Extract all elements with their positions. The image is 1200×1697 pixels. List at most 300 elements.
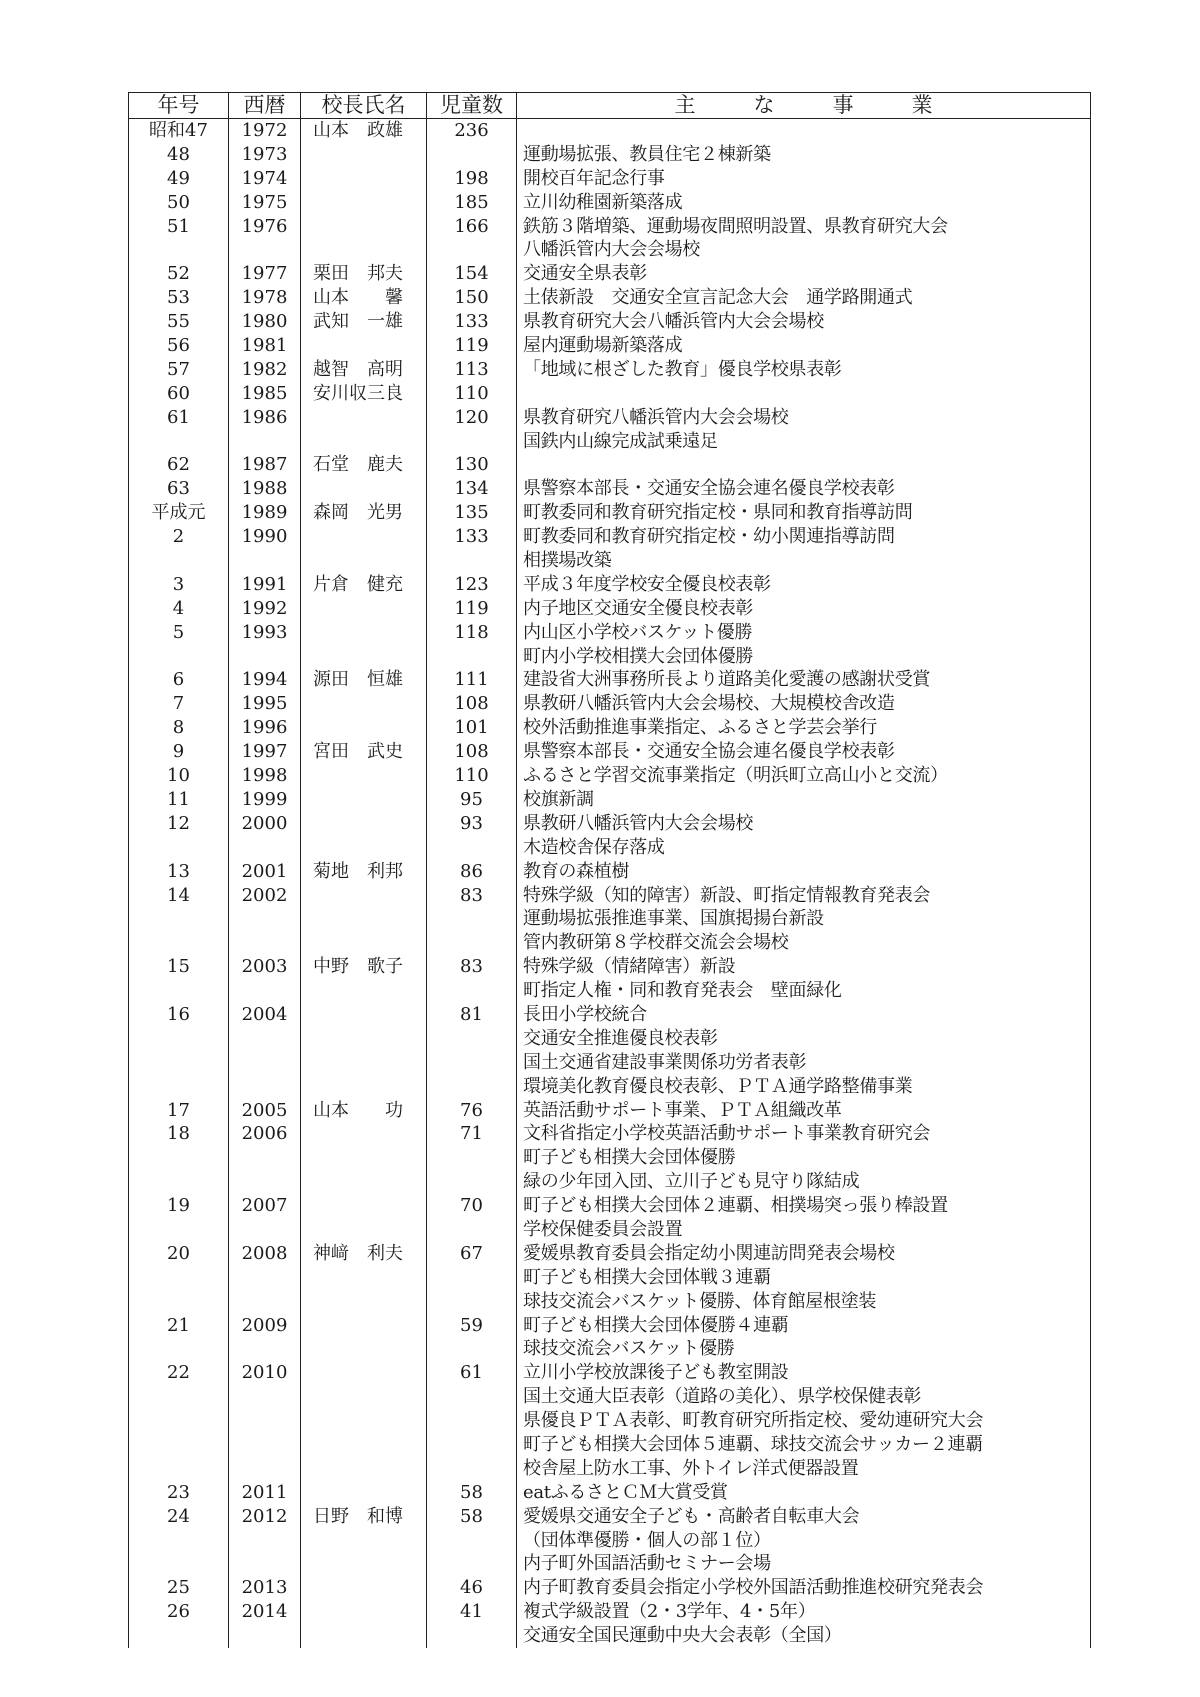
year-cell xyxy=(229,645,301,669)
pupil-count-cell: 46 xyxy=(427,1576,517,1600)
pupil-count-cell: 135 xyxy=(427,501,517,525)
events-cell: 球技交流会バスケット優勝 xyxy=(517,1337,1091,1361)
events-cell: 環境美化教育優良校表彰、ＰＴＡ通学路整備事業 xyxy=(517,1075,1091,1099)
pupil-count-cell: 61 xyxy=(427,1361,517,1385)
era-cell xyxy=(129,1552,229,1576)
era-cell: 52 xyxy=(129,262,229,286)
principal-cell: 山本 政雄 xyxy=(301,119,427,143)
events-cell: 交通安全推進優良校表彰 xyxy=(517,1027,1091,1051)
table-row xyxy=(129,1146,1091,1170)
table-row xyxy=(129,1194,1091,1218)
principal-cell: 片倉 健充 xyxy=(301,573,427,597)
events-cell: 八幡浜管内大会会場校 xyxy=(517,238,1091,262)
table-row xyxy=(129,764,1091,788)
principal-cell xyxy=(301,907,427,931)
principal-cell xyxy=(301,1337,427,1361)
events-cell: 立川小学校放課後子ども教室開設 xyxy=(517,1361,1091,1385)
pupil-count-cell: 185 xyxy=(427,191,517,215)
pupil-count-cell xyxy=(427,1290,517,1314)
table-row xyxy=(129,979,1091,1003)
year-cell xyxy=(229,1409,301,1433)
era-cell: 7 xyxy=(129,692,229,716)
era-cell xyxy=(129,1290,229,1314)
year-cell xyxy=(229,1146,301,1170)
table-row xyxy=(129,358,1091,382)
header-era: 年号 xyxy=(129,93,229,119)
table-row xyxy=(129,1218,1091,1242)
principal-cell xyxy=(301,621,427,645)
pupil-count-cell xyxy=(427,645,517,669)
pupil-count-cell: 198 xyxy=(427,167,517,191)
principal-cell xyxy=(301,167,427,191)
principal-cell xyxy=(301,836,427,860)
table-row xyxy=(129,1075,1091,1099)
table-row xyxy=(129,1385,1091,1409)
principal-cell xyxy=(301,1552,427,1576)
pupil-count-cell: 58 xyxy=(427,1481,517,1505)
table-row xyxy=(129,1505,1091,1529)
era-cell xyxy=(129,1266,229,1290)
principal-cell xyxy=(301,549,427,573)
table-row xyxy=(129,501,1091,525)
principal-cell: 山本 功 xyxy=(301,1099,427,1123)
pupil-count-cell: 154 xyxy=(427,262,517,286)
principal-cell xyxy=(301,764,427,788)
events-cell: 愛媛県教育委員会指定幼小関連訪問発表会場校 xyxy=(517,1242,1091,1266)
table-row xyxy=(129,262,1091,286)
events-cell: 町教委同和教育研究指定校・幼小関連指導訪問 xyxy=(517,525,1091,549)
events-cell: 管内教研第８学校群交流会会場校 xyxy=(517,931,1091,955)
pupil-count-cell: 58 xyxy=(427,1505,517,1529)
pupil-count-cell xyxy=(427,1170,517,1194)
year-cell: 2004 xyxy=(229,1003,301,1027)
events-cell: 複式学級設置（2・3学年、4・5年） xyxy=(517,1600,1091,1624)
events-cell: 教育の森植樹 xyxy=(517,860,1091,884)
era-cell: 56 xyxy=(129,334,229,358)
pupil-count-cell: 86 xyxy=(427,860,517,884)
header-row xyxy=(129,93,1091,119)
table-row xyxy=(129,1529,1091,1553)
era-cell: 4 xyxy=(129,597,229,621)
table-row xyxy=(129,1552,1091,1576)
era-cell xyxy=(129,549,229,573)
table-row xyxy=(129,907,1091,931)
year-cell: 2001 xyxy=(229,860,301,884)
events-cell: 建設省大洲事務所長より道路美化愛護の感謝状受賞 xyxy=(517,668,1091,692)
principal-cell xyxy=(301,430,427,454)
year-cell xyxy=(229,549,301,573)
pupil-count-cell xyxy=(427,1075,517,1099)
pupil-count-cell: 113 xyxy=(427,358,517,382)
pupil-count-cell xyxy=(427,931,517,955)
year-cell: 2011 xyxy=(229,1481,301,1505)
principal-cell: 武知 一雄 xyxy=(301,310,427,334)
year-cell: 2013 xyxy=(229,1576,301,1600)
table-row xyxy=(129,1457,1091,1481)
events-cell: 町子ども相撲大会団体戦３連覇 xyxy=(517,1266,1091,1290)
pupil-count-cell: 83 xyxy=(427,884,517,908)
pupil-count-cell: 76 xyxy=(427,1099,517,1123)
year-cell xyxy=(229,1218,301,1242)
era-cell: 2 xyxy=(129,525,229,549)
pupil-count-cell: 118 xyxy=(427,621,517,645)
events-cell xyxy=(517,119,1091,143)
table-row xyxy=(129,1361,1091,1385)
era-cell xyxy=(129,907,229,931)
year-cell xyxy=(229,907,301,931)
principal-cell: 神﨑 利夫 xyxy=(301,1242,427,1266)
table-row xyxy=(129,1624,1091,1648)
table-row xyxy=(129,286,1091,310)
year-cell xyxy=(229,1529,301,1553)
principal-cell xyxy=(301,884,427,908)
pupil-count-cell: 130 xyxy=(427,453,517,477)
pupil-count-cell: 150 xyxy=(427,286,517,310)
principal-cell xyxy=(301,1481,427,1505)
events-cell: 平成３年度学校安全優良校表彰 xyxy=(517,573,1091,597)
year-cell: 1976 xyxy=(229,215,301,239)
pupil-count-cell: 134 xyxy=(427,477,517,501)
table-row xyxy=(129,836,1091,860)
principal-cell xyxy=(301,1218,427,1242)
table-row xyxy=(129,1433,1091,1457)
principal-cell xyxy=(301,597,427,621)
principal-cell xyxy=(301,1003,427,1027)
events-cell: 内子地区交通安全優良校表彰 xyxy=(517,597,1091,621)
table-row xyxy=(129,860,1091,884)
era-cell xyxy=(129,1433,229,1457)
table-row xyxy=(129,955,1091,979)
pupil-count-cell: 110 xyxy=(427,764,517,788)
events-cell xyxy=(517,382,1091,406)
events-cell: 県教研八幡浜管内大会会場校 xyxy=(517,812,1091,836)
era-cell xyxy=(129,1170,229,1194)
principal-cell xyxy=(301,215,427,239)
events-cell: 運動場拡張、教員住宅２棟新築 xyxy=(517,143,1091,167)
principal-cell xyxy=(301,1409,427,1433)
pupil-count-cell: 123 xyxy=(427,573,517,597)
events-cell: 内山区小学校バスケット優勝 xyxy=(517,621,1091,645)
events-cell: 愛媛県交通安全子ども・高齢者自転車大会 xyxy=(517,1505,1091,1529)
table-row xyxy=(129,740,1091,764)
table-row xyxy=(129,119,1091,143)
era-cell: 49 xyxy=(129,167,229,191)
principal-cell xyxy=(301,788,427,812)
table-row xyxy=(129,215,1091,239)
table-row xyxy=(129,167,1091,191)
era-cell: 13 xyxy=(129,860,229,884)
events-cell: 交通安全国民運動中央大会表彰（全国） xyxy=(517,1624,1091,1648)
pupil-count-cell xyxy=(427,907,517,931)
pupil-count-cell xyxy=(427,1337,517,1361)
year-cell: 2002 xyxy=(229,884,301,908)
era-cell xyxy=(129,1146,229,1170)
table-row xyxy=(129,1027,1091,1051)
year-cell: 1993 xyxy=(229,621,301,645)
principal-cell xyxy=(301,1075,427,1099)
year-cell: 1972 xyxy=(229,119,301,143)
principal-cell xyxy=(301,931,427,955)
principal-cell: 菊地 利邦 xyxy=(301,860,427,884)
events-cell: 町指定人権・同和教育発表会 壁面緑化 xyxy=(517,979,1091,1003)
principal-cell xyxy=(301,1170,427,1194)
events-cell: 運動場拡張推進事業、国旗掲揚台新設 xyxy=(517,907,1091,931)
principal-cell xyxy=(301,1146,427,1170)
era-cell xyxy=(129,931,229,955)
year-cell: 2005 xyxy=(229,1099,301,1123)
events-cell: （団体準優勝・個人の部１位） xyxy=(517,1529,1091,1553)
principal-cell: 宮田 武史 xyxy=(301,740,427,764)
principal-cell xyxy=(301,979,427,1003)
pupil-count-cell xyxy=(427,1433,517,1457)
year-cell xyxy=(229,1170,301,1194)
year-cell xyxy=(229,430,301,454)
era-cell: 26 xyxy=(129,1600,229,1624)
table-row xyxy=(129,621,1091,645)
principal-cell xyxy=(301,1576,427,1600)
events-cell: 「地域に根ざした教育」優良学校県表彰 xyxy=(517,358,1091,382)
pupil-count-cell: 111 xyxy=(427,668,517,692)
year-cell xyxy=(229,1266,301,1290)
era-cell: 17 xyxy=(129,1099,229,1123)
table-row xyxy=(129,525,1091,549)
year-cell xyxy=(229,1457,301,1481)
era-cell xyxy=(129,1457,229,1481)
year-cell xyxy=(229,1337,301,1361)
table-row xyxy=(129,143,1091,167)
year-cell: 1977 xyxy=(229,262,301,286)
era-cell: 15 xyxy=(129,955,229,979)
table-row xyxy=(129,812,1091,836)
era-cell xyxy=(129,1624,229,1648)
era-cell: 23 xyxy=(129,1481,229,1505)
table-row xyxy=(129,788,1091,812)
events-cell: 学校保健委員会設置 xyxy=(517,1218,1091,1242)
era-cell: 6 xyxy=(129,668,229,692)
era-cell: 63 xyxy=(129,477,229,501)
era-cell: 10 xyxy=(129,764,229,788)
era-cell: 62 xyxy=(129,453,229,477)
year-cell xyxy=(229,1290,301,1314)
table-row xyxy=(129,1409,1091,1433)
year-cell: 1999 xyxy=(229,788,301,812)
table-row xyxy=(129,1314,1091,1338)
pupil-count-cell: 67 xyxy=(427,1242,517,1266)
table-row xyxy=(129,1266,1091,1290)
events-cell: 県教研八幡浜管内大会会場校、大規模校舎改造 xyxy=(517,692,1091,716)
era-cell: 5 xyxy=(129,621,229,645)
events-cell: 緑の少年団入団、立川子ども見守り隊結成 xyxy=(517,1170,1091,1194)
events-cell: 県教育研究大会八幡浜管内大会会場校 xyxy=(517,310,1091,334)
year-cell xyxy=(229,1624,301,1648)
principal-cell xyxy=(301,1433,427,1457)
pupil-count-cell xyxy=(427,549,517,573)
table-row xyxy=(129,1122,1091,1146)
pupil-count-cell xyxy=(427,836,517,860)
events-cell: 土俵新設 交通安全宣言記念大会 通学路開通式 xyxy=(517,286,1091,310)
year-cell: 1992 xyxy=(229,597,301,621)
pupil-count-cell xyxy=(427,1552,517,1576)
principal-cell xyxy=(301,1027,427,1051)
principal-cell xyxy=(301,716,427,740)
principal-cell: 越智 高明 xyxy=(301,358,427,382)
pupil-count-cell xyxy=(427,1385,517,1409)
pupil-count-cell: 70 xyxy=(427,1194,517,1218)
year-cell: 2009 xyxy=(229,1314,301,1338)
era-cell xyxy=(129,1409,229,1433)
year-cell: 1982 xyxy=(229,358,301,382)
year-cell xyxy=(229,979,301,1003)
events-cell: 町子ども相撲大会団体２連覇、相撲場突っ張り棒設置 xyxy=(517,1194,1091,1218)
school-history-table xyxy=(128,92,1091,1648)
pupil-count-cell: 108 xyxy=(427,692,517,716)
table-row xyxy=(129,191,1091,215)
era-cell: 24 xyxy=(129,1505,229,1529)
pupil-count-cell xyxy=(427,1409,517,1433)
pupil-count-cell xyxy=(427,1457,517,1481)
table-row xyxy=(129,1600,1091,1624)
principal-cell xyxy=(301,812,427,836)
era-cell xyxy=(129,1075,229,1099)
principal-cell: 源田 恒雄 xyxy=(301,668,427,692)
table-header xyxy=(129,93,1091,119)
events-cell: 国土交通省建設事業関係功労者表彰 xyxy=(517,1051,1091,1075)
pupil-count-cell: 119 xyxy=(427,334,517,358)
era-cell: 57 xyxy=(129,358,229,382)
era-cell xyxy=(129,979,229,1003)
events-cell: 鉄筋３階増築、運動場夜間照明設置、県教育研究大会 xyxy=(517,215,1091,239)
table-row xyxy=(129,1242,1091,1266)
header-year: 西暦 xyxy=(229,93,301,119)
events-cell: 県警察本部長・交通安全協会連名優良学校表彰 xyxy=(517,740,1091,764)
events-cell: 開校百年記念行事 xyxy=(517,167,1091,191)
events-cell: 木造校舎保存落成 xyxy=(517,836,1091,860)
year-cell: 1989 xyxy=(229,501,301,525)
pupil-count-cell: 119 xyxy=(427,597,517,621)
events-cell: 県警察本部長・交通安全協会連名優良学校表彰 xyxy=(517,477,1091,501)
era-cell: 14 xyxy=(129,884,229,908)
events-cell: 町子ども相撲大会団体５連覇、球技交流会サッカー２連覇 xyxy=(517,1433,1091,1457)
year-cell: 1995 xyxy=(229,692,301,716)
pupil-count-cell: 108 xyxy=(427,740,517,764)
events-cell: eatふるさとＣＭ大賞受賞 xyxy=(517,1481,1091,1505)
pupil-count-cell xyxy=(427,1218,517,1242)
table-row xyxy=(129,645,1091,669)
events-cell: 長田小学校統合 xyxy=(517,1003,1091,1027)
events-cell xyxy=(517,453,1091,477)
principal-cell xyxy=(301,1122,427,1146)
table-row xyxy=(129,1576,1091,1600)
era-cell xyxy=(129,430,229,454)
year-cell xyxy=(229,1552,301,1576)
pupil-count-cell: 81 xyxy=(427,1003,517,1027)
year-cell: 2010 xyxy=(229,1361,301,1385)
principal-cell: 日野 和博 xyxy=(301,1505,427,1529)
table-row xyxy=(129,1170,1091,1194)
events-cell: 町子ども相撲大会団体優勝４連覇 xyxy=(517,1314,1091,1338)
principal-cell xyxy=(301,1529,427,1553)
pupil-count-cell xyxy=(427,238,517,262)
principal-cell xyxy=(301,143,427,167)
year-cell: 1974 xyxy=(229,167,301,191)
principal-cell xyxy=(301,1457,427,1481)
year-cell xyxy=(229,1051,301,1075)
pupil-count-cell: 120 xyxy=(427,406,517,430)
events-cell: 内子町教育委員会指定小学校外国語活動推進校研究発表会 xyxy=(517,1576,1091,1600)
table-row xyxy=(129,716,1091,740)
era-cell: 8 xyxy=(129,716,229,740)
events-cell: 県教育研究八幡浜管内大会会場校 xyxy=(517,406,1091,430)
table-row xyxy=(129,573,1091,597)
year-cell xyxy=(229,1075,301,1099)
year-cell: 1986 xyxy=(229,406,301,430)
header-pupils: 児童数 xyxy=(427,93,517,119)
era-cell: 21 xyxy=(129,1314,229,1338)
principal-cell: 森岡 光男 xyxy=(301,501,427,525)
events-cell: 校舎屋上防水工事、外トイレ洋式便器設置 xyxy=(517,1457,1091,1481)
era-cell xyxy=(129,1385,229,1409)
principal-cell: 山本 馨 xyxy=(301,286,427,310)
year-cell: 2000 xyxy=(229,812,301,836)
principal-cell xyxy=(301,1385,427,1409)
pupil-count-cell: 236 xyxy=(427,119,517,143)
era-cell: 50 xyxy=(129,191,229,215)
pupil-count-cell xyxy=(427,1529,517,1553)
year-cell xyxy=(229,1433,301,1457)
table-row xyxy=(129,884,1091,908)
pupil-count-cell: 110 xyxy=(427,382,517,406)
pupil-count-cell: 41 xyxy=(427,1600,517,1624)
principal-cell xyxy=(301,477,427,501)
era-cell: 9 xyxy=(129,740,229,764)
events-cell: 屋内運動場新築落成 xyxy=(517,334,1091,358)
era-cell: 11 xyxy=(129,788,229,812)
year-cell: 2003 xyxy=(229,955,301,979)
era-cell xyxy=(129,1027,229,1051)
table-row xyxy=(129,549,1091,573)
year-cell: 1997 xyxy=(229,740,301,764)
events-cell: ふるさと学習交流事業指定（明浜町立高山小と交流） xyxy=(517,764,1091,788)
era-cell: 55 xyxy=(129,310,229,334)
principal-cell xyxy=(301,1624,427,1648)
table-row xyxy=(129,597,1091,621)
table-body xyxy=(129,119,1091,1649)
year-cell: 1994 xyxy=(229,668,301,692)
table-row xyxy=(129,1290,1091,1314)
principal-cell xyxy=(301,238,427,262)
era-cell: 平成元 xyxy=(129,501,229,525)
pupil-count-cell: 59 xyxy=(427,1314,517,1338)
events-cell: 球技交流会バスケット優勝、体育館屋根塗装 xyxy=(517,1290,1091,1314)
pupil-count-cell xyxy=(427,430,517,454)
era-cell: 60 xyxy=(129,382,229,406)
principal-cell xyxy=(301,1266,427,1290)
pupil-count-cell: 93 xyxy=(427,812,517,836)
era-cell: 61 xyxy=(129,406,229,430)
era-cell: 20 xyxy=(129,1242,229,1266)
era-cell xyxy=(129,836,229,860)
pupil-count-cell xyxy=(427,1051,517,1075)
pupil-count-cell: 95 xyxy=(427,788,517,812)
table-row xyxy=(129,1099,1091,1123)
year-cell: 1980 xyxy=(229,310,301,334)
year-cell: 1991 xyxy=(229,573,301,597)
table-row xyxy=(129,238,1091,262)
events-cell: 県優良ＰＴＡ表彰、町教育研究所指定校、愛幼連研究大会 xyxy=(517,1409,1091,1433)
era-cell: 48 xyxy=(129,143,229,167)
table-row xyxy=(129,406,1091,430)
year-cell xyxy=(229,931,301,955)
